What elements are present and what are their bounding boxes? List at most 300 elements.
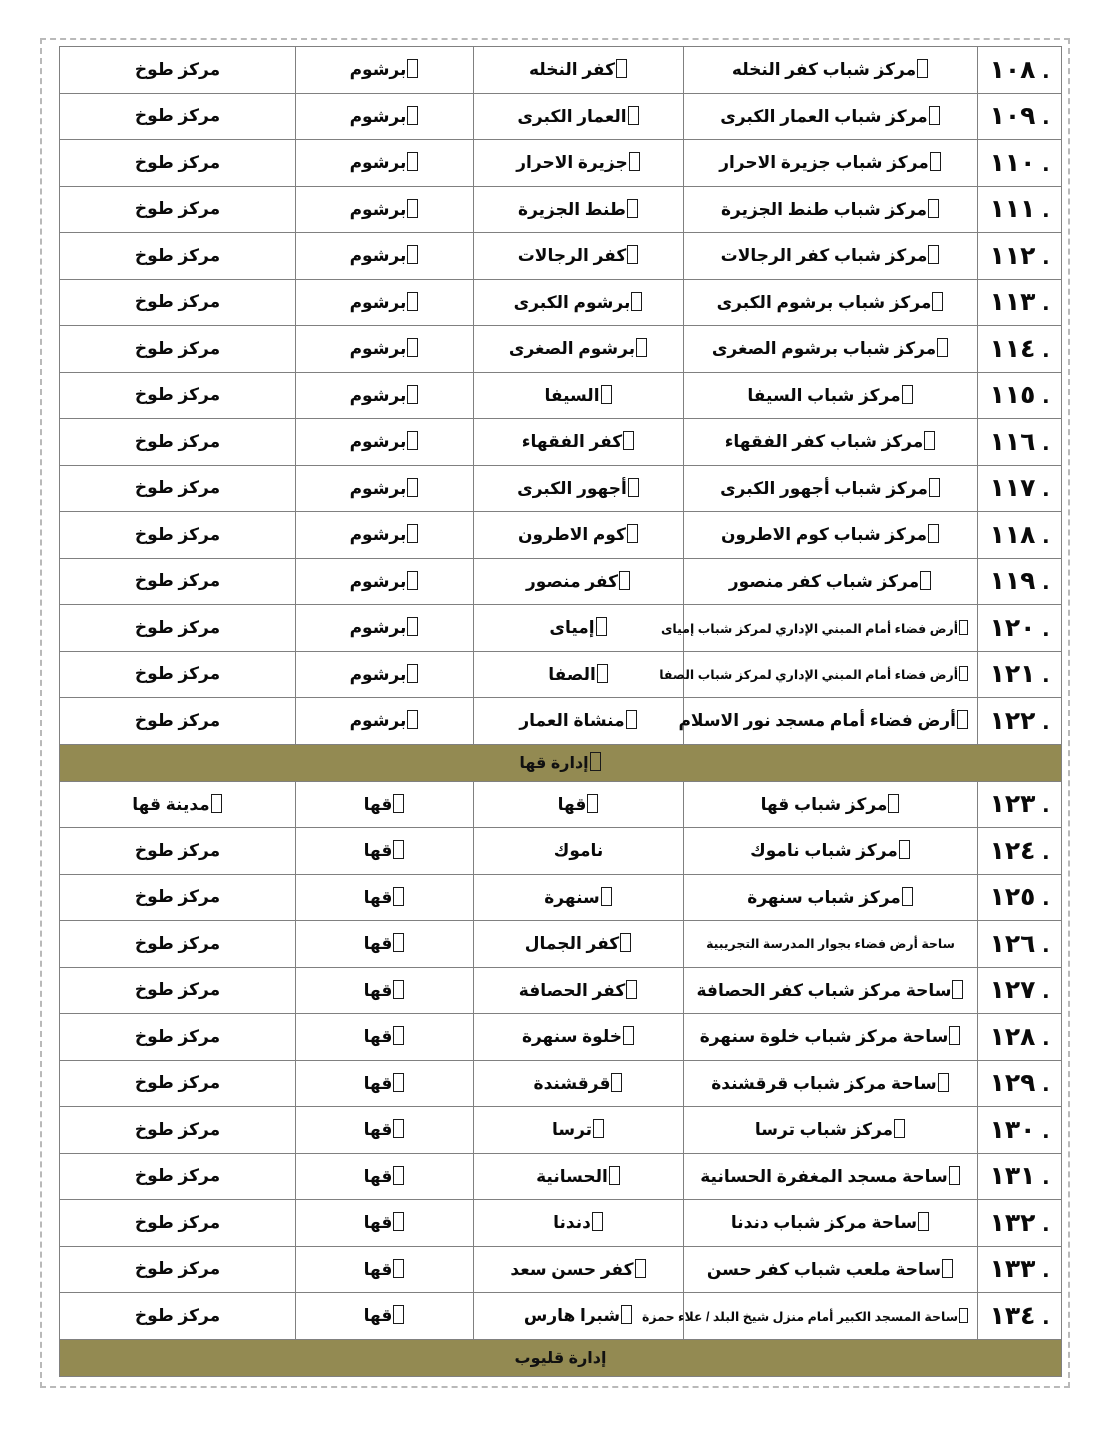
row-number: ١١٩ . — [978, 558, 1062, 605]
village-name — [474, 1153, 684, 1200]
missing-glyph-icon — [393, 794, 404, 813]
village-name-text: الحسانية — [536, 1166, 621, 1187]
local-unit-name — [296, 651, 474, 698]
local-unit-name-text: قها — [364, 887, 406, 908]
facility-name-text: ساحة المسجد الكبير أمام منزل شيخ البلد / علاء حمزة — [642, 1308, 969, 1324]
markaz-name — [60, 326, 296, 373]
missing-glyph-icon — [587, 794, 598, 813]
facility-name — [684, 1014, 978, 1061]
missing-glyph-icon — [393, 1305, 404, 1324]
row-number: ١٢٦ . — [978, 921, 1062, 968]
row-number: ١٠٨ . — [978, 47, 1062, 94]
missing-glyph-icon — [628, 106, 639, 125]
village-name — [474, 233, 684, 280]
village-name — [474, 921, 684, 968]
table-row — [60, 1246, 1062, 1293]
village-name-text: دندنا — [553, 1212, 604, 1233]
section-header-row — [60, 1339, 1062, 1376]
missing-glyph-icon — [621, 1305, 632, 1324]
facility-name-text: مركز شباب كفر منصور — [729, 571, 932, 592]
facility-name-text: مركز شباب أجهور الكبرى — [720, 478, 941, 499]
row-number: ١١٦ . — [978, 419, 1062, 466]
missing-glyph-icon — [393, 887, 404, 906]
missing-glyph-icon — [393, 1119, 404, 1138]
village-name-text: كفر النخله — [529, 59, 628, 80]
row-number: ١٣٠ . — [978, 1107, 1062, 1154]
section-title — [60, 744, 1062, 781]
missing-glyph-icon — [407, 152, 418, 171]
markaz-name — [60, 372, 296, 419]
markaz-name — [60, 781, 296, 828]
markaz-name-text: مركز طوخ — [134, 1259, 221, 1279]
village-name — [474, 1014, 684, 1061]
markaz-name-text: مركز طوخ — [134, 431, 221, 451]
facility-name — [684, 921, 978, 968]
facility-name-text: ساحة أرض فضاء بجوار المدرسة التجريبية — [706, 937, 955, 952]
facility-name — [684, 558, 978, 605]
village-name — [474, 605, 684, 652]
village-name — [474, 419, 684, 466]
missing-glyph-icon — [627, 524, 638, 543]
village-name — [474, 1060, 684, 1107]
local-unit-name — [296, 967, 474, 1014]
missing-glyph-icon — [949, 1026, 960, 1045]
missing-glyph-icon — [211, 794, 222, 813]
local-unit-name-text: قها — [364, 840, 406, 861]
facility-name — [684, 512, 978, 559]
local-unit-name-text: قها — [364, 1119, 406, 1140]
markaz-name-text: مركز طوخ — [134, 106, 221, 126]
facility-name-text: ساحة مركز شباب قرقشندة — [711, 1073, 949, 1094]
village-name-text: خلوة سنهرة — [522, 1026, 635, 1047]
markaz-name — [60, 1153, 296, 1200]
row-number: ١٢٨ . — [978, 1014, 1062, 1061]
markaz-name-text: مركز طوخ — [134, 338, 221, 358]
missing-glyph-icon — [611, 1073, 622, 1092]
facility-name-text: مركز شباب كوم الاطرون — [721, 524, 940, 545]
markaz-name — [60, 605, 296, 652]
markaz-name-text: مركز طوخ — [134, 385, 221, 405]
markaz-name-text: مركز طوخ — [134, 887, 221, 907]
local-unit-name — [296, 1014, 474, 1061]
village-name-text: قها — [558, 794, 600, 815]
missing-glyph-icon — [959, 620, 968, 635]
village-name — [474, 279, 684, 326]
local-unit-name — [296, 233, 474, 280]
facility-name-text: ساحة ملعب شباب كفر حسن — [707, 1259, 954, 1280]
missing-glyph-icon — [928, 245, 939, 264]
missing-glyph-icon — [407, 199, 418, 218]
markaz-name-text: مركز طوخ — [134, 1212, 221, 1232]
village-name — [474, 874, 684, 921]
facility-name-text: أرض فضاء أمام المبني الإداري لمركز شباب الصفا — [659, 666, 969, 682]
local-unit-name-text: برشوم — [350, 152, 420, 173]
table-row — [60, 186, 1062, 233]
village-name-text: كفر الحصافة — [519, 980, 638, 1001]
row-number: ١٢٤ . — [978, 828, 1062, 875]
markaz-name-text: مركز طوخ — [134, 152, 221, 172]
facility-name — [684, 326, 978, 373]
missing-glyph-icon — [620, 933, 631, 952]
markaz-name — [60, 93, 296, 140]
table-row — [60, 140, 1062, 187]
facility-name — [684, 372, 978, 419]
table-row — [60, 874, 1062, 921]
facility-name — [684, 1107, 978, 1154]
markaz-name-text: مركز طوخ — [134, 478, 221, 498]
row-number: ١٢٢ . — [978, 698, 1062, 745]
facility-name — [684, 279, 978, 326]
table-row — [60, 279, 1062, 326]
missing-glyph-icon — [609, 1166, 620, 1185]
local-unit-name — [296, 140, 474, 187]
markaz-name-text: مركز طوخ — [134, 199, 221, 219]
local-unit-name — [296, 279, 474, 326]
local-unit-name — [296, 419, 474, 466]
facility-name — [678, 698, 978, 745]
table-row — [60, 326, 1062, 373]
row-number: ١١٥ . — [978, 372, 1062, 419]
missing-glyph-icon — [635, 1259, 646, 1278]
village-name-text: إمياى — [549, 617, 607, 638]
local-unit-name — [296, 47, 474, 94]
local-unit-name — [296, 512, 474, 559]
village-name-text: سنهرة — [544, 887, 613, 908]
facility-name-text: مركز شباب كفر النخله — [732, 59, 929, 80]
facility-name-text: مركز شباب كفر الفقهاء — [725, 431, 937, 452]
facility-name — [684, 47, 978, 94]
missing-glyph-icon — [623, 1026, 634, 1045]
row-number: ١١٠ . — [978, 140, 1062, 187]
missing-glyph-icon — [952, 980, 963, 999]
table-row — [60, 1293, 1062, 1340]
village-name-text: أجهور الكبرى — [517, 478, 640, 499]
local-unit-name-text: برشوم — [350, 710, 420, 731]
missing-glyph-icon — [407, 617, 418, 636]
section-title-text: إدارة قليوب — [514, 1349, 607, 1367]
village-name-text: جزيرة الاحرار — [516, 152, 640, 173]
row-number: ١٣٤ . — [978, 1293, 1062, 1340]
village-name — [474, 558, 684, 605]
missing-glyph-icon — [593, 1119, 604, 1138]
local-unit-name-text: برشوم — [350, 245, 420, 266]
missing-glyph-icon — [928, 199, 939, 218]
markaz-name — [60, 1107, 296, 1154]
row-number: ١١٤ . — [978, 326, 1062, 373]
row-number: ١١٣ . — [978, 279, 1062, 326]
village-name-text: العمار الكبرى — [517, 106, 639, 127]
missing-glyph-icon — [957, 710, 968, 729]
table-row — [60, 1014, 1062, 1061]
local-unit-name-text: قها — [364, 1166, 406, 1187]
markaz-name — [60, 419, 296, 466]
missing-glyph-icon — [937, 338, 948, 357]
facility-name-text: مركز شباب السيفا — [747, 385, 913, 406]
missing-glyph-icon — [407, 385, 418, 404]
local-unit-name-text: برشوم — [350, 385, 420, 406]
row-number: ١٢١ . — [978, 651, 1062, 698]
local-unit-name — [296, 781, 474, 828]
markaz-name — [60, 279, 296, 326]
missing-glyph-icon — [393, 1166, 404, 1185]
table-row — [60, 372, 1062, 419]
village-name — [474, 140, 684, 187]
village-name-text: كوم الاطرون — [518, 524, 639, 545]
local-unit-name-text: قها — [364, 1073, 406, 1094]
markaz-name-text: مركز طوخ — [134, 710, 221, 730]
facility-name-text: مركز شباب سنهرة — [747, 887, 914, 908]
markaz-name — [60, 47, 296, 94]
markaz-name-text: مركز طوخ — [134, 1119, 221, 1139]
missing-glyph-icon — [623, 431, 634, 450]
local-unit-name — [296, 326, 474, 373]
row-number: ١٠٩ . — [978, 93, 1062, 140]
missing-glyph-icon — [942, 1259, 953, 1278]
table-row — [60, 512, 1062, 559]
missing-glyph-icon — [626, 980, 637, 999]
row-number: ١٢٧ . — [978, 967, 1062, 1014]
facility-name — [660, 605, 978, 652]
missing-glyph-icon — [918, 1212, 929, 1231]
village-name-text: ناموك — [553, 840, 604, 860]
missing-glyph-icon — [393, 980, 404, 999]
local-unit-name — [296, 1246, 474, 1293]
facility-name — [684, 828, 978, 875]
missing-glyph-icon — [627, 245, 638, 264]
village-name-text: كفر الرجالات — [518, 245, 640, 266]
missing-glyph-icon — [924, 431, 935, 450]
missing-glyph-icon — [888, 794, 899, 813]
village-name-text: منشاة العمار — [519, 710, 637, 731]
facility-name — [684, 1060, 978, 1107]
missing-glyph-icon — [938, 1073, 949, 1092]
village-name — [474, 967, 684, 1014]
local-unit-name-text: برشوم — [350, 59, 420, 80]
facility-name-text: مركز شباب قها — [761, 794, 901, 815]
missing-glyph-icon — [407, 292, 418, 311]
missing-glyph-icon — [932, 292, 943, 311]
table-body — [60, 47, 1062, 1377]
local-unit-name — [296, 874, 474, 921]
local-unit-name-text: برشوم — [350, 199, 420, 220]
village-name-text: برشوم الصغرى — [509, 338, 648, 359]
facility-name-text: مركز شباب طنط الجزيرة — [721, 199, 940, 220]
village-name — [474, 512, 684, 559]
village-name — [474, 781, 684, 828]
local-unit-name-text: قها — [364, 794, 406, 815]
markaz-name-text: مركز طوخ — [134, 59, 221, 79]
markaz-name — [60, 1293, 296, 1340]
village-name-text: طنط الجزيرة — [518, 199, 639, 220]
missing-glyph-icon — [627, 199, 638, 218]
local-unit-name-text: قها — [364, 933, 406, 954]
village-name — [474, 47, 684, 94]
table-row — [60, 651, 1062, 698]
facility-name — [684, 781, 978, 828]
village-name-text: قرقشندة — [534, 1073, 624, 1094]
facility-name-text: أرض فضاء أمام مسجد نور الاسلام — [678, 710, 969, 731]
village-name-text: ترسا — [552, 1119, 605, 1140]
table-row — [60, 1060, 1062, 1107]
markaz-name-text: مركز طوخ — [134, 933, 221, 953]
missing-glyph-icon — [636, 338, 647, 357]
missing-glyph-icon — [393, 840, 404, 859]
markaz-name — [60, 651, 296, 698]
row-number: ١٣١ . — [978, 1153, 1062, 1200]
table-row — [60, 967, 1062, 1014]
missing-glyph-icon — [407, 106, 418, 125]
local-unit-name-text: برشوم — [350, 292, 420, 313]
facility-name — [642, 1293, 978, 1340]
missing-glyph-icon — [407, 245, 418, 264]
markaz-name — [60, 512, 296, 559]
facility-name — [684, 967, 978, 1014]
facility-name-text: مركز شباب برشوم الكبرى — [717, 292, 945, 313]
facility-name — [684, 1246, 978, 1293]
missing-glyph-icon — [601, 887, 612, 906]
village-name — [474, 1107, 684, 1154]
local-unit-name-text: برشوم — [350, 524, 420, 545]
facility-name-text: ساحة مركز شباب كفر الحصافة — [697, 980, 965, 1001]
village-name — [474, 93, 684, 140]
missing-glyph-icon — [407, 710, 418, 729]
facility-name — [684, 874, 978, 921]
missing-glyph-icon — [407, 478, 418, 497]
missing-glyph-icon — [393, 1026, 404, 1045]
row-number: ١٢٣ . — [978, 781, 1062, 828]
section-title-text: إدارة قها — [519, 752, 601, 773]
village-name — [474, 186, 684, 233]
table-row — [60, 1200, 1062, 1247]
missing-glyph-icon — [959, 1308, 968, 1323]
facility-name — [684, 140, 978, 187]
facility-name-text: مركز شباب كفر الرجالات — [721, 245, 941, 266]
local-unit-name — [296, 558, 474, 605]
markaz-name-text: مركز طوخ — [134, 1166, 221, 1186]
village-name-text: برشوم الكبرى — [514, 292, 644, 313]
markaz-name-text: مركز طوخ — [134, 1305, 221, 1325]
missing-glyph-icon — [899, 840, 910, 859]
missing-glyph-icon — [920, 571, 931, 590]
facility-name — [684, 1153, 978, 1200]
missing-glyph-icon — [592, 1212, 603, 1231]
facility-name-text: ساحة مركز شباب دندنا — [731, 1212, 930, 1233]
local-unit-name-text: برشوم — [350, 478, 420, 499]
local-unit-name — [296, 186, 474, 233]
row-number: ١١٧ . — [978, 465, 1062, 512]
facility-name-text: ساحة مسجد المغفرة الحسانية — [700, 1166, 961, 1187]
village-name — [474, 372, 684, 419]
local-unit-name-text: برشوم — [350, 106, 420, 127]
missing-glyph-icon — [929, 478, 940, 497]
row-number: ١٢٩ . — [978, 1060, 1062, 1107]
table-row — [60, 419, 1062, 466]
village-name — [474, 1200, 684, 1247]
table-row — [60, 921, 1062, 968]
markaz-name — [60, 233, 296, 280]
local-unit-name-text: قها — [364, 1026, 406, 1047]
local-unit-name-text: برشوم — [350, 571, 420, 592]
missing-glyph-icon — [407, 59, 418, 78]
markaz-name — [60, 465, 296, 512]
missing-glyph-icon — [626, 710, 637, 729]
missing-glyph-icon — [616, 59, 627, 78]
village-name-text: كفر الفقهاء — [522, 431, 635, 452]
facility-name-text: أرض فضاء أمام المبني الإداري لمركز شباب إمياى — [661, 620, 969, 636]
missing-glyph-icon — [894, 1119, 905, 1138]
missing-glyph-icon — [601, 385, 612, 404]
facility-name — [684, 465, 978, 512]
missing-glyph-icon — [930, 152, 941, 171]
missing-glyph-icon — [393, 1073, 404, 1092]
missing-glyph-icon — [590, 752, 601, 771]
row-number: ١٣٢ . — [978, 1200, 1062, 1247]
local-unit-name-text: برشوم — [350, 617, 420, 638]
markaz-name — [60, 1060, 296, 1107]
markaz-name — [60, 921, 296, 968]
table-row — [60, 47, 1062, 94]
missing-glyph-icon — [393, 1212, 404, 1231]
markaz-name-text: مركز طوخ — [134, 980, 221, 1000]
markaz-name — [60, 558, 296, 605]
missing-glyph-icon — [929, 106, 940, 125]
row-number: ١٢٥ . — [978, 874, 1062, 921]
missing-glyph-icon — [393, 933, 404, 952]
missing-glyph-icon — [596, 617, 607, 636]
markaz-name-text: مركز طوخ — [134, 571, 221, 591]
markaz-name-text: مركز طوخ — [134, 617, 221, 637]
markaz-name — [60, 1200, 296, 1247]
row-number: ١١٨ . — [978, 512, 1062, 559]
markaz-name-text: مركز طوخ — [134, 664, 221, 684]
village-name-text: كفر الجمال — [525, 933, 632, 954]
village-name — [474, 1246, 684, 1293]
local-unit-name-text: برشوم — [350, 431, 420, 452]
facility-name-text: مركز شباب جزيرة الاحرار — [719, 152, 942, 173]
missing-glyph-icon — [902, 887, 913, 906]
village-name-text: الصفا — [548, 664, 609, 685]
facility-name-text: مركز شباب ناموك — [750, 840, 911, 861]
village-name-text: كفر حسن سعد — [510, 1259, 646, 1280]
markaz-name-text: مدينة قها — [132, 794, 222, 815]
section-title — [60, 1339, 1062, 1376]
missing-glyph-icon — [407, 571, 418, 590]
local-unit-name — [296, 828, 474, 875]
markaz-name-text: مركز طوخ — [134, 524, 221, 544]
village-name — [474, 326, 684, 373]
missing-glyph-icon — [629, 152, 640, 171]
village-name-text: السيفا — [544, 385, 612, 406]
table-row — [60, 828, 1062, 875]
local-unit-name-text: قها — [364, 1212, 406, 1233]
local-unit-name — [296, 465, 474, 512]
local-unit-name-text: قها — [364, 1305, 406, 1326]
local-unit-name — [296, 372, 474, 419]
table-row — [60, 1153, 1062, 1200]
missing-glyph-icon — [902, 385, 913, 404]
village-name — [474, 465, 684, 512]
missing-glyph-icon — [407, 338, 418, 357]
facilities-table — [59, 46, 1062, 1377]
markaz-name-text: مركز طوخ — [134, 1073, 221, 1093]
table-row — [60, 605, 1062, 652]
markaz-name — [60, 186, 296, 233]
facility-name — [684, 1200, 978, 1247]
table-row — [60, 465, 1062, 512]
table-row — [60, 233, 1062, 280]
facility-name — [684, 419, 978, 466]
missing-glyph-icon — [917, 59, 928, 78]
